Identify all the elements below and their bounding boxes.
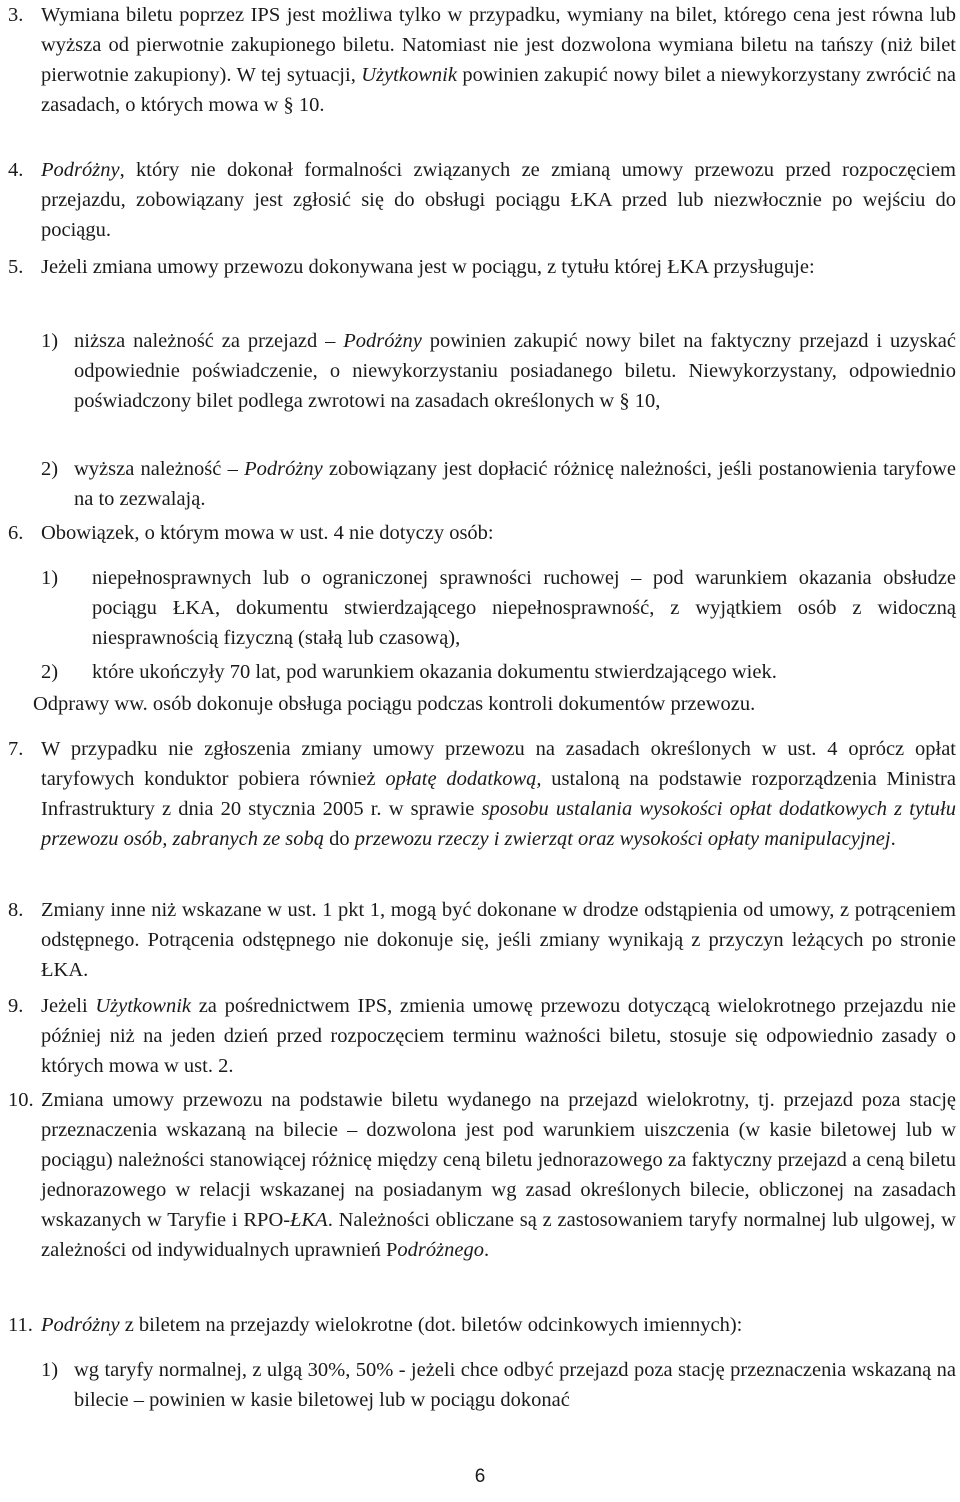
- item-text: W przypadku nie zgłoszenia zmiany umowy przewozu na zasadach określonych w ust. 4 oprócz opłat taryfowych konduktor pobiera również: [41, 738, 956, 790]
- sub-text: niepełnosprawnych lub o ograniczonej sprawności ruchowej – pod warunkiem okazania obsłudze pociągu ŁKA, dokumentu stwierdzającego niepełnosprawność, z wyjątkiem osób z widoczną niesprawnością fizyczną (stałą lub czasową),: [92, 567, 956, 649]
- item-number: 9.: [8, 995, 24, 1017]
- sub-text: wyższa należność –: [74, 458, 245, 480]
- item-10: [8, 1085, 956, 1265]
- term-podrozny: Podróżny: [244, 458, 323, 480]
- sub-text: powinien zakupić nowy bilet na faktyczny przejazd i uzyskać odpowiednie poświadczenie, o niewykorzystaniu posiadanego biletu. Niewykorzystany, odpowiednio poświadczony bilet podlega zwrotowi na zasadach określonych w § 10,: [74, 330, 957, 412]
- item-text: za pośrednictwem IPS, zmienia umowę przewozu dotyczącą wielokrotnego przejazdu nie później niż na jeden dzień przed rozpoczęciem terminu ważności biletu, stosuje się odpowiednio zasady o których mowa w ust. 2.: [41, 995, 957, 1077]
- item-text: . Należności obliczane są z zastosowaniem taryfy normalnej lub ulgowej, w zależności od indywidualnych uprawnień P: [41, 1209, 956, 1261]
- item-number: 10.: [8, 1089, 34, 1111]
- sub-number: 2): [41, 458, 59, 480]
- item-5: [8, 252, 956, 282]
- sub-text: zobowiązany jest dopłacić różnicę należności, jeśli postanowienia taryfowe na to zezwalają.: [74, 458, 956, 510]
- item-11: [8, 1310, 956, 1340]
- item-11-sub-1: [8, 1355, 956, 1415]
- item-text: Zmiana umowy przewozu na podstawie biletu wydanego na przejazd wielokrotny, tj. przejazd poza stację przeznaczenia wskazaną na bilecie – dozwolona jest pod warunkiem uiszczenia (w kasie biletowej lub w pociągu) należności stanowiącej różnicę między ceną biletu jednorazowego za faktyczny przejazd a ceną biletu jednorazowego w relacji wskazanej na posiadanym wg zasad określonych bilecie, obliczonej na zasadach wskazanych w Taryfie i RPO-: [41, 1089, 956, 1231]
- item-6-note: Odprawy ww. osób dokonuje obsługa pociągu podczas kontroli dokumentów przewozu.: [33, 693, 756, 715]
- sub-number: 1): [41, 330, 59, 352]
- term-podrozny: Podróżny: [41, 159, 120, 181]
- item-9: [8, 991, 956, 1081]
- term-podrozny: Podróżny: [343, 330, 422, 352]
- item-8: [8, 895, 956, 985]
- term-podrozny: Podróżny: [41, 1314, 120, 1336]
- item-5-sub-2: [8, 454, 956, 514]
- regulation-title: przewozu rzeczy i zwierząt oraz wysokości opłaty manipulacyjnej: [354, 828, 891, 850]
- item-text: , który nie dokonał formalności związanych ze zmianą umowy przewozu przed rozpoczęciem przejazdu, zobowiązany jest zgłosić się do obsługi pociągu ŁKA przed lub niezwłocznie po wejściu do pociągu.: [41, 159, 956, 241]
- item-text: .: [890, 828, 896, 850]
- item-5-sub-1: [8, 326, 956, 416]
- regulation-title: sposobu ustalania wysokości opłat dodatkowych z tytułu przewozu osób, zabranych ze sobą: [41, 798, 956, 850]
- item-number: 5.: [8, 256, 24, 278]
- item-6-sub-2: [8, 657, 956, 687]
- term-podroznego: odróżnego: [397, 1239, 484, 1261]
- item-7: [8, 734, 956, 854]
- item-number: 7.: [8, 738, 24, 760]
- item-number: 8.: [8, 899, 24, 921]
- item-number: 4.: [8, 159, 24, 181]
- sub-text: które ukończyły 70 lat, pod warunkiem okazania dokumentu stwierdzającego wiek.: [92, 661, 777, 683]
- item-3: [8, 0, 956, 120]
- sub-number: 1): [41, 1359, 59, 1381]
- item-6-sub-1: [8, 563, 956, 653]
- term-oplata-dodatkowa: opłatę dodatkową,: [385, 768, 542, 790]
- item-text: Wymiana biletu poprzez IPS jest możliwa tylko w przypadku, wymiany na bilet, którego cena jest równa lub wyższa od pierwotnie zakupionego biletu. Natomiast nie jest dozwolona wymiana biletu na tańszy (niż bilet pierwotnie zakupiony). W tej sytuacji,: [41, 4, 956, 86]
- sub-text: niższa należność za przejazd –: [74, 330, 344, 352]
- item-text: .: [483, 1239, 490, 1261]
- item-text: do: [324, 828, 355, 850]
- item-text: Obowiązek, o którym mowa w ust. 4 nie dotyczy osób:: [41, 522, 494, 544]
- item-4: [8, 155, 956, 245]
- sub-number: 2): [41, 661, 59, 683]
- item-number: 11.: [8, 1314, 33, 1336]
- page-number: 6: [474, 1466, 486, 1487]
- item-number: 3.: [8, 4, 24, 26]
- item-text: powinien zakupić nowy bilet a niewykorzystany zwrócić na zasadach, o których mowa w § 10.: [41, 64, 956, 116]
- term-uzytkownik: Użytkownik: [95, 995, 192, 1017]
- term-uzytkownik: Użytkownik: [361, 64, 457, 86]
- item-text: z biletem na przejazdy wielokrotne (dot. biletów odcinkowych imiennych):: [119, 1314, 743, 1336]
- item-number: 6.: [8, 522, 24, 544]
- term-lka: ŁKA: [290, 1209, 328, 1231]
- item-text: ustaloną na podstawie rozporządzenia Ministra Infrastruktury z dnia 20 stycznia 2005 r. w sprawie: [41, 768, 956, 820]
- item-text: Jeżeli: [41, 995, 96, 1017]
- item-text: Zmiany inne niż wskazane w ust. 1 pkt 1, mogą być dokonane w drodze odstąpienia od umowy, z potrąceniem odstępnego. Potrącenia odstępnego nie dokonuje się, jeśli zmiany wynikają z przyczyn leżących po stronie ŁKA.: [41, 899, 956, 981]
- item-6: [8, 518, 956, 548]
- sub-number: 1): [41, 567, 59, 589]
- item-text: Jeżeli zmiana umowy przewozu dokonywana jest w pociągu, z tytułu której ŁKA przysługuje:: [41, 256, 815, 278]
- sub-text: wg taryfy normalnej, z ulgą 30%, 50% - jeżeli chce odbyć przejazd poza stację przeznaczenia wskazaną na bilecie – powinien w kasie biletowej lub w pociągu dokonać: [74, 1359, 956, 1411]
